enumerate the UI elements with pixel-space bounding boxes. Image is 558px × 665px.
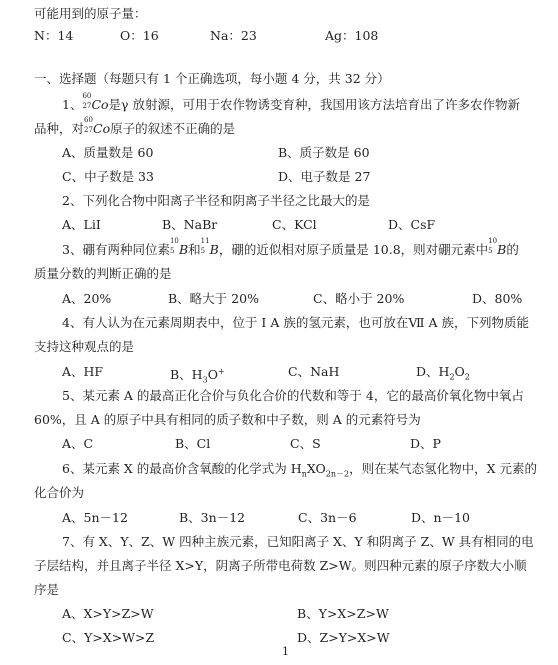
b10-atomic-number: 5	[169, 247, 175, 255]
b10-symbol-2: B	[497, 242, 507, 257]
q3-option-a[interactable]: A、20%	[62, 291, 112, 306]
q2-option-d[interactable]: D、CsF	[388, 217, 436, 232]
mass-o: O：16	[120, 28, 159, 43]
q4-option-b-subscript: 3	[202, 375, 208, 385]
q6-subscript-2n: 2n－2	[325, 469, 350, 479]
b10-isotope	[169, 237, 189, 258]
q4-option-d[interactable]	[416, 364, 470, 386]
q4-option-b-oxygen: O	[207, 367, 218, 383]
q7-line3: 序是	[34, 582, 60, 597]
q7-option-b[interactable]: B、Y>X>Z>W	[297, 606, 389, 621]
q6-formula-xo: XO	[306, 461, 326, 476]
q4-option-a[interactable]: A、HF	[62, 364, 104, 379]
q6-subscript-n: n	[301, 469, 307, 479]
b10-mass-number-2: 10	[488, 237, 498, 245]
q7-line2: 子层结构，并且离子半径 X>Y，阴离子所带电荷数 Z>W。则四种元素的原子序数大小顺	[34, 558, 527, 573]
co60-atomic-number-2: 27	[84, 126, 93, 134]
co60-symbol-2: Co	[93, 121, 111, 136]
q5-line2: 60%，且 A 的原子中具有相同的质子数和中子数，则 A 的元素符号为	[34, 412, 421, 427]
q5-option-b[interactable]: B、Cl	[175, 436, 211, 451]
q1-option-a[interactable]: A、质量数是 60	[62, 145, 154, 160]
q6-option-c[interactable]: C、3n－6	[298, 510, 357, 525]
atomic-mass-title: 可能用到的原子量：	[34, 6, 147, 21]
q7-option-a[interactable]: A、X>Y>Z>W	[62, 606, 154, 621]
co60-mass-number: 60	[82, 92, 92, 100]
q6-option-d[interactable]: D、n－10	[411, 510, 470, 525]
q7-option-c[interactable]: C、Y>X>W>Z	[62, 630, 155, 645]
q6-option-a[interactable]: A、5n－12	[62, 510, 128, 525]
co60-atomic-number: 27	[82, 102, 92, 110]
q4-line1: 4、有人认为在元素周期表中，位于 I A 族的氢元素，也可放在Ⅶ A 族，下列物质能	[62, 315, 529, 330]
q2-option-b[interactable]: B、NaBr	[162, 217, 218, 232]
q7-option-d[interactable]: D、Z>Y>X>W	[297, 630, 390, 645]
q4-option-d-subscript2: 2	[464, 372, 470, 382]
q3-stem-a: 3、硼有两种同位素	[62, 242, 170, 257]
q2-option-c[interactable]: C、KCl	[272, 217, 317, 232]
b11-isotope	[200, 237, 219, 258]
q1-option-c[interactable]: C、中子数是 33	[62, 169, 154, 184]
co60-mass-number-2: 60	[84, 116, 93, 124]
q1-option-b[interactable]: B、质子数是 60	[278, 145, 370, 160]
mass-n: N：14	[34, 28, 74, 43]
q4-option-b-charge: +	[217, 367, 225, 376]
co60-isotope	[82, 92, 109, 113]
q1-number: 1、	[62, 97, 83, 112]
q6-stem-a: 6、某元素 X 的最高价含氧酸的化学式为 H	[62, 461, 302, 476]
q1-option-d[interactable]: D、电子数是 27	[278, 169, 371, 184]
q6-option-b[interactable]: B、3n－12	[179, 510, 246, 525]
q2-option-a[interactable]: A、LiI	[62, 217, 101, 232]
q6-line2: 化合价为	[34, 485, 85, 500]
q4-option-b[interactable]	[170, 364, 225, 389]
q1-stem-d: 正确的是	[185, 121, 236, 136]
b11-symbol: B	[209, 242, 219, 257]
q1-stem-c: 原子的叙述	[110, 121, 173, 136]
q4-line2: 支持这种观点的是	[34, 339, 135, 354]
q4-option-d-oxygen: O	[454, 364, 465, 379]
b10-symbol: B	[178, 242, 189, 257]
co60-symbol: Co	[91, 97, 109, 112]
q3-and: 和	[188, 242, 201, 257]
q5-option-c[interactable]: C、S	[290, 436, 321, 451]
q3-line1	[62, 237, 519, 258]
b10-mass-number: 10	[169, 237, 179, 245]
q3-option-b[interactable]: B、略大于 20%	[168, 291, 259, 306]
q5-line1: 5、某元素 A 的最高正化合价与负化合价的代数和等于 4，它的最高价氧化物中氧占	[62, 388, 524, 403]
q4-option-d-subscript1: 2	[449, 372, 455, 382]
mass-ag: Ag：108	[325, 28, 379, 43]
q1-line2	[34, 116, 236, 137]
q4-option-b-prefix: B、H	[170, 367, 203, 383]
q6-stem-b: ，则在某气态氢化物中，X 元素的	[349, 461, 537, 476]
q4-option-c[interactable]: C、NaH	[288, 364, 340, 379]
q1-line1	[62, 92, 520, 113]
section-title: 一、选择题（每题只有 1 个正确选项，每小题 4 分，共 32 分）	[34, 71, 390, 86]
q3-stem-c: 的	[506, 242, 519, 257]
q3-option-c[interactable]: C、略小于 20%	[313, 291, 405, 306]
b10-atomic-number-2: 5	[488, 247, 493, 255]
b11-atomic-number: 5	[200, 247, 206, 255]
q7-line1: 7、有 X、Y、Z、W 四种主族元素，已知阳离子 X、Y 和阴离子 Z、W 具有相同的电	[62, 534, 534, 549]
q3-option-d[interactable]: D、80%	[472, 291, 523, 306]
q5-option-a[interactable]: A、C	[62, 436, 94, 451]
mass-na: Na：23	[210, 28, 257, 43]
q1-stem-a: 是γ 放射源，可用于农作物诱变育种，我国用该方法培育出了许多农作物新	[108, 97, 520, 112]
q1-emphasis-not: 不	[172, 121, 186, 136]
q2-stem: 2、下列化合物中阳离子半径和阴离子半径之比最大的是	[62, 193, 370, 208]
q4-option-d-prefix: D、H	[416, 364, 450, 379]
q3-line2: 质量分数的判断正确的是	[34, 266, 172, 281]
co60-isotope-2	[84, 116, 111, 137]
q3-stem-b: ，硼的近似相对原子质量是 10.8，则对硼元素中	[218, 242, 489, 257]
b11-mass-number: 11	[200, 237, 210, 245]
b10-isotope-2	[488, 237, 507, 258]
q1-stem-b: 品种，对	[34, 121, 85, 136]
q5-option-d[interactable]: D、P	[410, 436, 441, 451]
q6-line1	[62, 461, 537, 483]
page-number: 1	[282, 645, 289, 658]
